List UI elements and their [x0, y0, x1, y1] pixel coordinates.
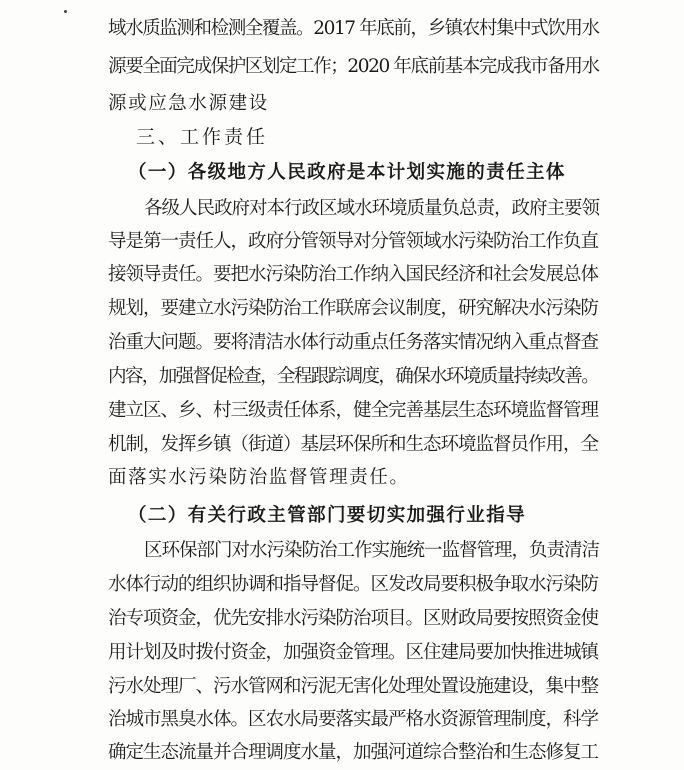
subsection-1-line: 机制，发挥乡镇（街道）基层环保所和生态环境监督员作用，全 [108, 434, 599, 455]
subsection-2-line: 用计划及时拨付资金，加强资金管理。区住建局要加快推进城镇 [108, 642, 599, 663]
subsection-2-line: 确定生态流量并合理调度水量，加强河道综合整治和生态修复工 [108, 742, 599, 763]
subsection-2-line: 治专项资金，优先安排水污染防治项目。区财政局要按照资金使 [108, 608, 599, 629]
subsection-2-line: 水体行动的组织协调和指导督促。区发改局要积极争取水污染防 [108, 574, 599, 595]
subsection-1-line: 接领导责任。要把水污染防治工作纳入国民经济和社会发展总体 [108, 264, 599, 285]
subsection-1-line: 各级人民政府对本行政区域水环境质量负总责，政府主要领 [144, 198, 600, 219]
subsection-2-title: （二）有关行政主管部门要切实加强行业指导 [128, 505, 527, 526]
intro-line-2: 源要全面完成保护区划定工作；2020 年底前基本完成我市备用水 [108, 56, 599, 77]
intro-line-1: 域水质监测和检测全覆盖。2017 年底前，乡镇农村集中式饮用水 [108, 18, 599, 39]
subsection-2-line: 治城市黑臭水体。区农水局要落实最严格水资源管理制度，科学 [108, 709, 599, 730]
intro-line-3: 源或应急水源建设 [108, 93, 269, 114]
subsection-1-line: 治重大问题。要将清洁水体行动重点任务落实情况纳入重点督查 [108, 332, 599, 353]
subsection-2-line: 区环保部门对水污染防治工作实施统一监督管理，负责清洁 [144, 540, 600, 561]
subsection-1-line: 规划，要建立水污染防治工作联席会议制度，研究解决水污染防 [108, 298, 599, 319]
scan-dot [64, 10, 67, 13]
section-heading: 三、工作责任 [136, 126, 269, 148]
subsection-1-line: 内容，加强督促检查，全程跟踪调度，确保水环境质量持续改善。 [108, 366, 599, 387]
subsection-1-line: 导是第一责任人，政府分管领导对分管领域水污染防治工作负直 [108, 231, 599, 252]
subsection-2-line: 污水处理厂、污水管网和污泥无害化处理处置设施建设，集中整 [108, 676, 599, 697]
subsection-1-title: （一）各级地方人民政府是本计划实施的责任主体 [128, 162, 566, 183]
subsection-1-line: 面落实水污染防治监督管理责任。 [108, 467, 410, 488]
subsection-1-line: 建立区、乡、村三级责任体系，健全完善基层生态环境监督管理 [108, 400, 599, 421]
